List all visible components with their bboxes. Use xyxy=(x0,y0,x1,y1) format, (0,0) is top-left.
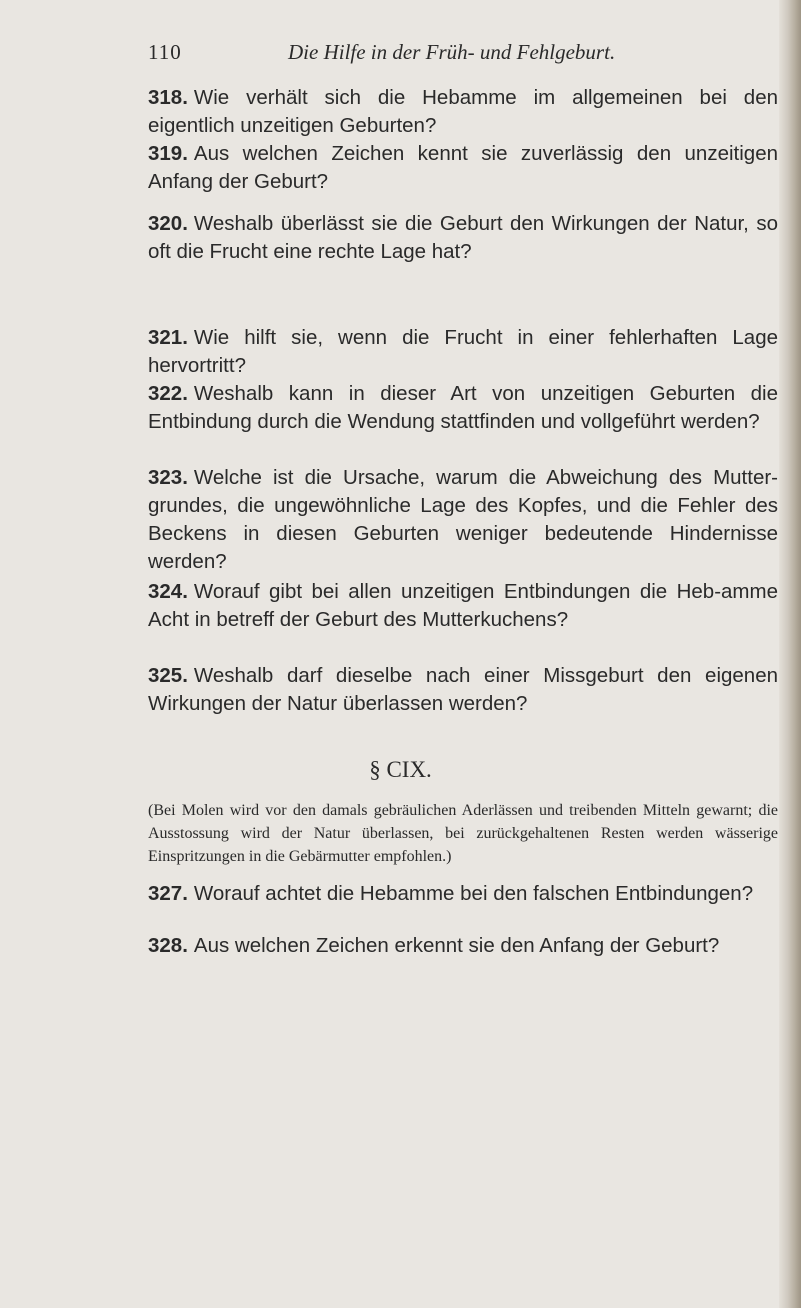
section-heading: § CIX. xyxy=(369,757,432,782)
question-319: 319. Aus welchen Zeichen kennt sie zuverlässig den unzeitigen Anfang der Geburt? xyxy=(148,142,778,193)
question-318: 318. Wie verhält sich die Hebamme im allgemeinen bei den eigentlich unzeitigen Geburten? xyxy=(148,86,778,137)
question-325: 325. Weshalb darf dieselbe nach einer Missgeburt den eigenen Wirkungen der Natur überlassen werden? xyxy=(148,664,778,715)
page-number: 110 xyxy=(148,40,182,64)
question-321: 321. Wie hilft sie, wenn die Frucht in einer fehlerhaften Lage hervortritt? xyxy=(148,326,778,377)
section-note: (Bei Molen wird vor den damals gebräulichen Aderlässen und treibenden Mitteln gewarnt; die Ausstossung wird der Natur überlassen, bei zurückgehaltenen Resten werden wässerige Einspritzungen in die Gebärmutter empfohlen.) xyxy=(148,802,778,865)
question-327: 327. Worauf achtet die Hebamme bei den falschen Entbindungen? xyxy=(148,882,754,905)
question-323: 323. Welche ist die Ursache, warum die Abweichung des Mutter-grundes, die ungewöhnliche Lage des Kopfes, und die Fehler des Beckens in diesen Geburten weniger bedeutende Hindernisse werden? xyxy=(148,466,778,573)
page-header xyxy=(148,40,708,70)
running-title: Die Hilfe in der Früh- und Fehlgeburt. xyxy=(288,40,616,64)
page-edge-shadow xyxy=(779,0,801,1308)
question-328: 328. Aus welchen Zeichen erkennt sie den Anfang der Geburt? xyxy=(148,934,720,957)
question-324: 324. Worauf gibt bei allen unzeitigen Entbindungen die Heb-amme Acht in betreff der Geburt des Mutterkuchens? xyxy=(148,580,778,631)
question-322: 322. Weshalb kann in dieser Art von unzeitigen Geburten die Entbindung durch die Wendung stattfinden und vollgeführt werden? xyxy=(148,382,778,433)
question-320: 320. Weshalb überlässt sie die Geburt den Wirkungen der Natur, so oft die Frucht eine rechte Lage hat? xyxy=(148,212,778,263)
